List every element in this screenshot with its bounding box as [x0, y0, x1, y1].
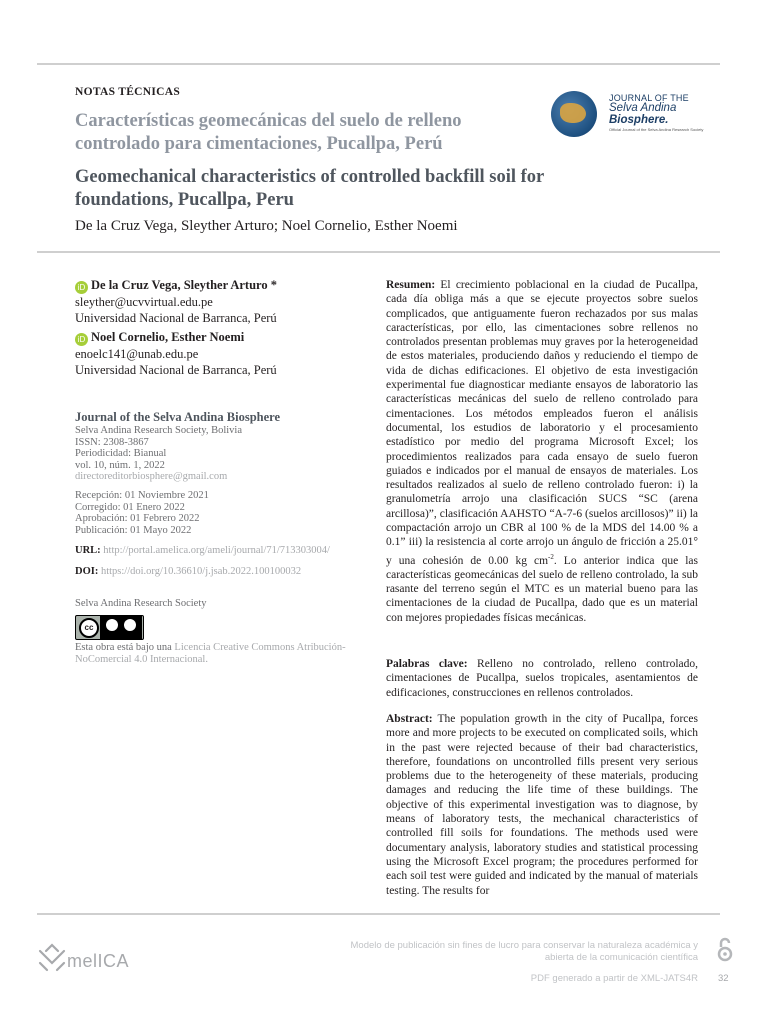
doi-line	[75, 566, 375, 578]
orcid-icon[interactable]: iD	[75, 281, 88, 294]
cc-license-badge[interactable]	[75, 615, 144, 640]
author2-email[interactable]: enoelc141@unab.edu.pe	[75, 347, 199, 361]
page-number: 32	[718, 973, 729, 984]
journal-periodicity: Periodicidad: Bianual	[75, 448, 167, 459]
journal-logo	[551, 85, 711, 143]
top-rule	[37, 63, 720, 65]
keywords-text: Relleno no controlado, relleno controlado, cimentaciones de Pucallpa, suelos tropicales, asentamientos de edificaciones, construcciones en rellenos controlados.	[386, 658, 699, 699]
doi-link[interactable]: https://doi.org/10.36610/j.jsab.2022.100100032	[100, 566, 302, 577]
abstract-label: Abstract:	[386, 713, 433, 725]
open-access-icon	[716, 937, 734, 963]
dates-block	[75, 490, 365, 536]
author2-name: Noel Cornelio, Esther Noemi	[91, 330, 245, 344]
resumen-text-end: . Lo anterior indica que las características geomecánicas del suelo de relleno controlado, la sub rasante del terreno según el MTC es un material bueno para las cimentaciones de la ciudad de Pucallpa, dado que es un material con mejores propiedades físicas mecánicas.	[386, 554, 699, 624]
author1-block	[75, 277, 365, 326]
author2-affiliation: Universidad Nacional de Barranca, Perú	[75, 363, 277, 377]
journal-publisher: Selva Andina Research Society, Bolivia	[75, 425, 242, 436]
logo-line2: Selva Andina	[609, 102, 677, 114]
resumen-paragraph	[386, 278, 698, 625]
journal-title: Journal of the Selva Andina Biosphere	[75, 410, 281, 424]
author-list: De la Cruz Vega, Sleyther Arturo; Noel Cornelio, Esther Noemi	[75, 218, 458, 234]
url-label: URL:	[75, 545, 101, 556]
keywords-label: Palabras clave:	[386, 658, 468, 670]
globe-icon	[551, 91, 597, 137]
author1-affiliation: Universidad Nacional de Barranca, Perú	[75, 311, 277, 325]
header-rule	[37, 251, 720, 253]
date-corrected: Corregido: 01 Enero 2022	[75, 501, 185, 513]
melica-mark-icon	[37, 937, 67, 973]
author1-email[interactable]: sleyther@ucvvirtual.edu.pe	[75, 295, 213, 309]
journal-email[interactable]: directoreditorbiosphere@gmail.com	[75, 471, 228, 482]
resumen-sup: -2	[548, 552, 554, 561]
journal-block	[75, 410, 365, 483]
license-text	[75, 642, 375, 665]
author2-block	[75, 329, 365, 378]
journal-volume: vol. 10, núm. 1, 2022	[75, 459, 165, 471]
url-line	[75, 545, 375, 557]
logo-line4: Official Journal of the Selva Andina Research Society	[609, 127, 704, 132]
by-nc-icon	[100, 616, 142, 639]
orcid-icon[interactable]: iD	[75, 333, 88, 346]
footer-rule	[37, 913, 720, 915]
license-link[interactable]: Licencia Creative Commons Atribución-NoComercial 4.0 Internacional.	[75, 642, 346, 665]
melica-brand-text: melICA	[67, 951, 130, 971]
date-received: Recepción: 01 Noviembre 2021	[75, 490, 209, 501]
date-published: Publicación: 01 Mayo 2022	[75, 524, 192, 536]
resumen-text: El crecimiento poblacional en la ciudad de Pucallpa, cada día obliga más a que se ejecute proyectos sobre suelos complicados, que antiguamente fueron rechazados por sus malas características, por ello, las cimentaciones sobre rellenos no controlados presentan problemas muy graves por la heterogeneidad de estos materiales, produciendo daños y reduciendo el tiempo de vida de dichas edificaciones. El objetivo de esta investigación experimental fue diagnosticar mediante ensayos de laboratorio las características mecánicas del suelo de relleno controlado para cimentaciones. Los métodos empleados fueron el análisis documental, los estudios de laboratorio y el procesamiento estadístico por medio del programa Microsoft Excel; los procedimientos realizados para cada ensayo de suelo fueron guiados e indicados por el manual de ensayos de materiales. Los resultados realizados al suelo de relleno controlado fueron: i) la granulometría arrojo una clasificación SUCS “SC (arena arcillosa)”, clasificación AAHSTO “A-7-6 (suelos arcillosos)” ii) la compactación arrojo un CBR al 100 % de la MDS del 14.00 % a 0.1” iii) la resistencia al corte arrojo un ángulo de fricción a 25.01° y una cohesión de 0.00 kg cm	[386, 279, 699, 567]
cc-icon: cc	[79, 618, 99, 638]
title-english: Geomechanical characteristics of controlled backfill soil for foundations, Pucallpa, Peru	[75, 167, 544, 210]
author1-name: De la Cruz Vega, Sleyther Arturo *	[91, 278, 277, 292]
url-link[interactable]: http://portal.amelica.org/ameli/journal/71/713303004/	[103, 545, 330, 556]
abstract-paragraph	[386, 712, 698, 898]
date-approved: Aprobación: 01 Febrero 2022	[75, 513, 200, 524]
melica-logo[interactable]	[37, 937, 147, 973]
doi-label: DOI:	[75, 566, 99, 577]
abstract-text: The population growth in the city of Pucallpa, forces more and more projects to be executed on complicated soils, which in the past were rejected because of their bad characteristics, therefore, foundations on uncontrolled fills present very serious problems due to the heterogeneity of these materials, producing damages and reducing the life time of these buildings. The objective of this experimental investigation was to diagnose, by means of laboratory tests, the mechanical characteristics of controlled fill soils for foundations. The methods used were documentary analysis, laboratory studies and statistical processing using the Microsoft Excel program; the procedures performed for each soil test were guided and indicated by the manual of materials testing. The results for	[386, 713, 698, 897]
logo-line3: Biosphere.	[609, 114, 669, 126]
title-spanish: Características geomecánicas del suelo de relleno controlado para cimentaciones, Pucallpa, Perú	[75, 111, 462, 154]
footer-generator: PDF generado a partir de XML-JATS4R	[530, 973, 698, 984]
section-label: NOTAS TÉCNICAS	[75, 86, 181, 98]
journal-issn: ISSN: 2308-3867	[75, 436, 149, 448]
license-prefix: Esta obra está bajo una	[75, 642, 172, 653]
keywords-paragraph	[386, 657, 698, 700]
society-name: Selva Andina Research Society	[75, 598, 207, 609]
footer-tagline: Modelo de publicación sin fines de lucro para conservar la naturaleza académica y abierta de la comunicación científica	[350, 940, 698, 963]
logo-line1: JOURNAL OF THE	[609, 93, 689, 103]
resumen-label: Resumen:	[386, 279, 436, 291]
